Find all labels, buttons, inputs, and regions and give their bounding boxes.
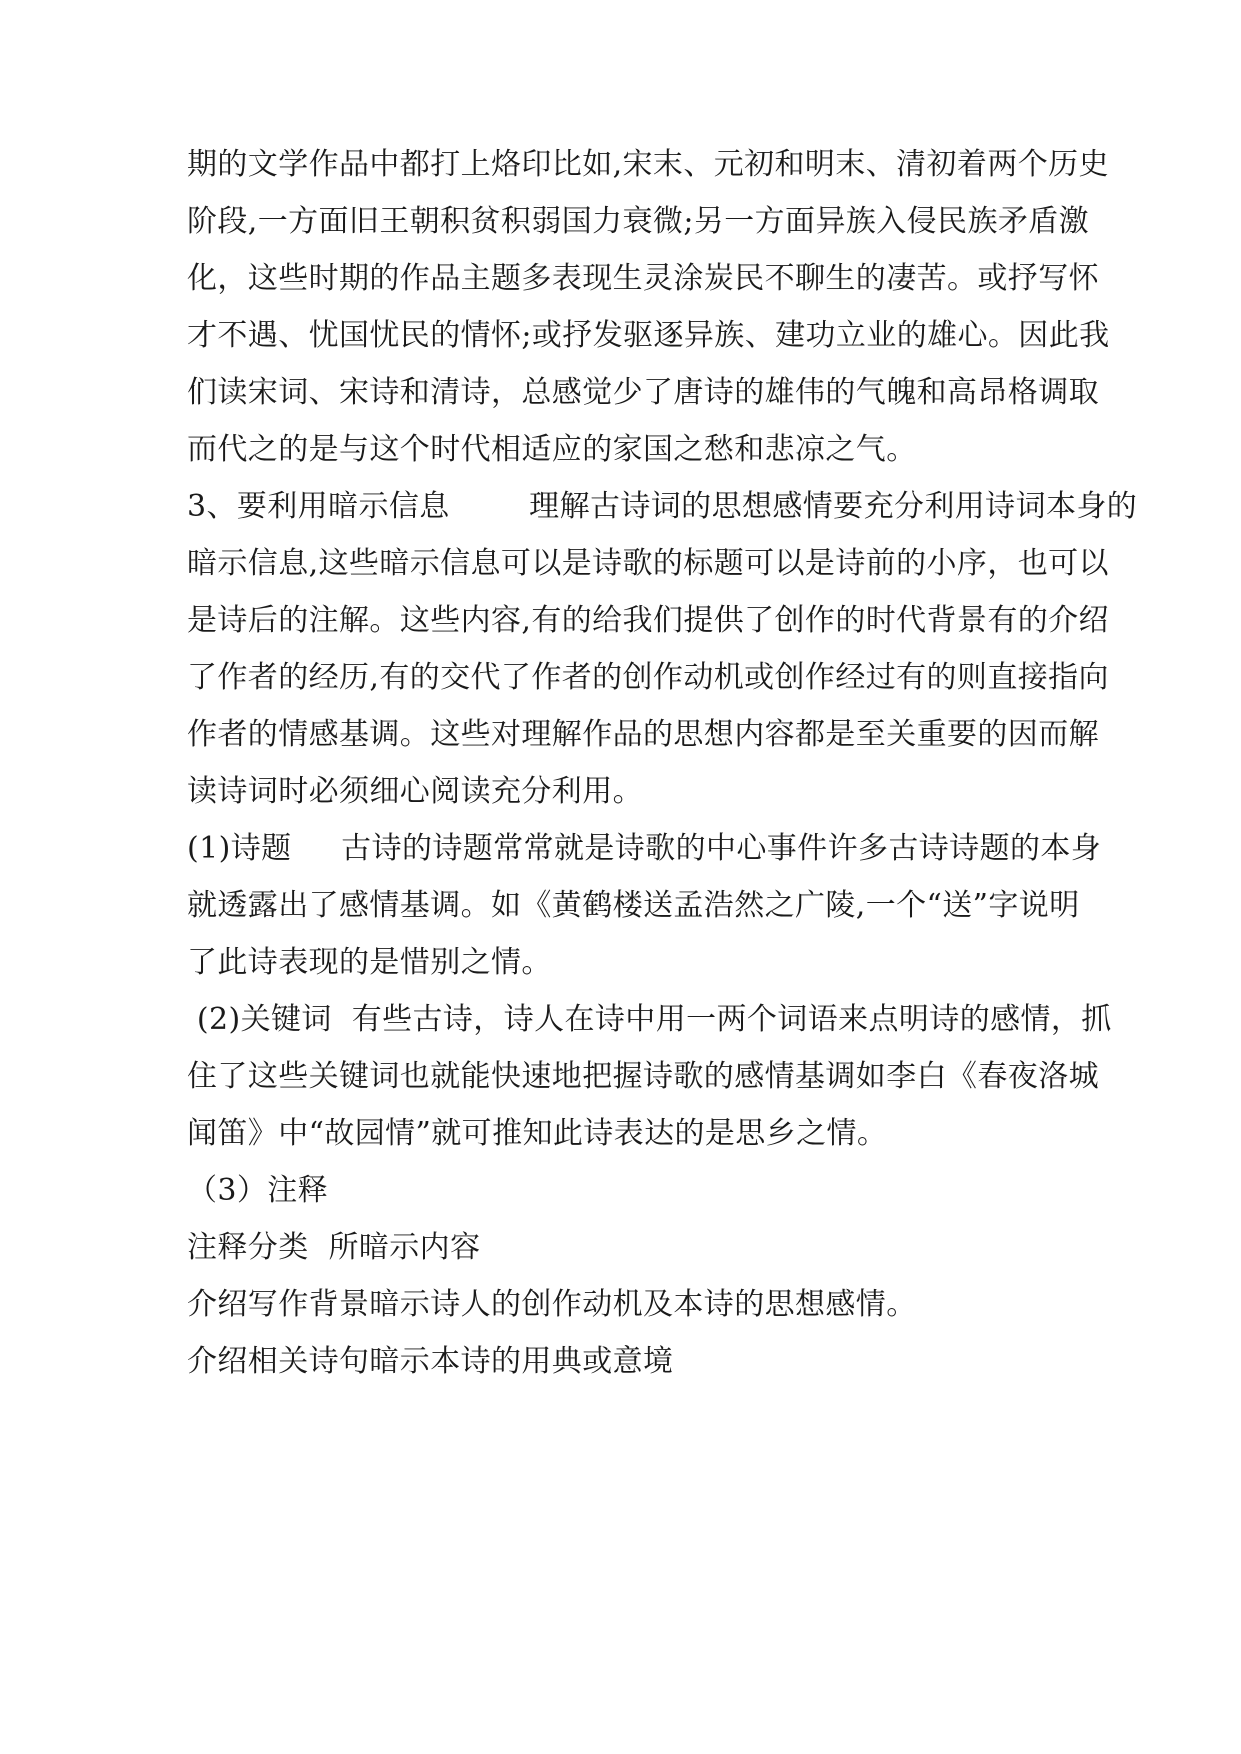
annotation-table-header: 注释分类 所暗示内容 (187, 1230, 481, 1265)
text-line-2: 阶段,一方面旧王朝积贫积弱国力衰微;另一方面异族入侵民族矛盾激 (187, 204, 1090, 239)
text-line-10: 了作者的经历,有的交代了作者的创作动机或创作经过有的则直接指向 (187, 660, 1109, 695)
text-line-11: 作者的情感基调。这些对理解作品的思想内容都是至关重要的因而解 (187, 717, 1099, 752)
text-line-9: 是诗后的注解。这些内容,有的给我们提供了创作的时代背景有的介绍 (187, 603, 1109, 638)
text-line-5: 们读宋词、宋诗和清诗，总感觉少了唐诗的雄伟的气魄和高昂格调取 (187, 375, 1099, 410)
subsection-annotations: （3）注释 (187, 1173, 329, 1208)
text-line-15: 了此诗表现的是惜别之情。 (187, 945, 552, 980)
text-line-12: 读诗词时必须细心阅读充分利用。 (187, 774, 643, 809)
subsection-poem-title: (1)诗题 古诗的诗题常常就是诗歌的中心事件许多古诗诗题的本身 (187, 831, 1102, 866)
text-line-6: 而代之的是与这个时代相适应的家国之愁和悲凉之气。 (187, 432, 917, 467)
text-line-18: 闻笛》中“故园情”就可推知此诗表达的是思乡之情。 (187, 1116, 888, 1151)
annotation-row-related-lines: 介绍相关诗句暗示本诗的用典或意境 (187, 1344, 674, 1379)
annotation-row-background: 介绍写作背景暗示诗人的创作动机及本诗的思想感情。 (187, 1287, 917, 1322)
subsection-keywords: (2)关键词 有些古诗，诗人在诗中用一两个词语来点明诗的感情，抓 (187, 1002, 1112, 1037)
text-line-3: 化，这些时期的作品主题多表现生灵涂炭民不聊生的凄苦。或抒写怀 (187, 261, 1099, 296)
text-line-1: 期的文学作品中都打上烙印比如,宋末、元初和明末、清初着两个历史 (187, 147, 1109, 182)
text-line-17: 住了这些关键词也就能快速地把握诗歌的感情基调如李白《春夜洛城 (187, 1059, 1099, 1094)
section-heading-hint-info: 3、要利用暗示信息 理解古诗词的思想感情要充分利用诗词本身的 (187, 489, 1138, 524)
text-line-8: 暗示信息,这些暗示信息可以是诗歌的标题可以是诗前的小序，也可以 (187, 546, 1109, 581)
text-line-4: 才不遇、忧国忧民的情怀;或抒发驱逐异族、建功立业的雄心。因此我 (187, 318, 1110, 353)
text-line-14: 就透露出了感情基调。如《黄鹤楼送孟浩然之广陵,一个“送”字说明 (187, 888, 1080, 923)
